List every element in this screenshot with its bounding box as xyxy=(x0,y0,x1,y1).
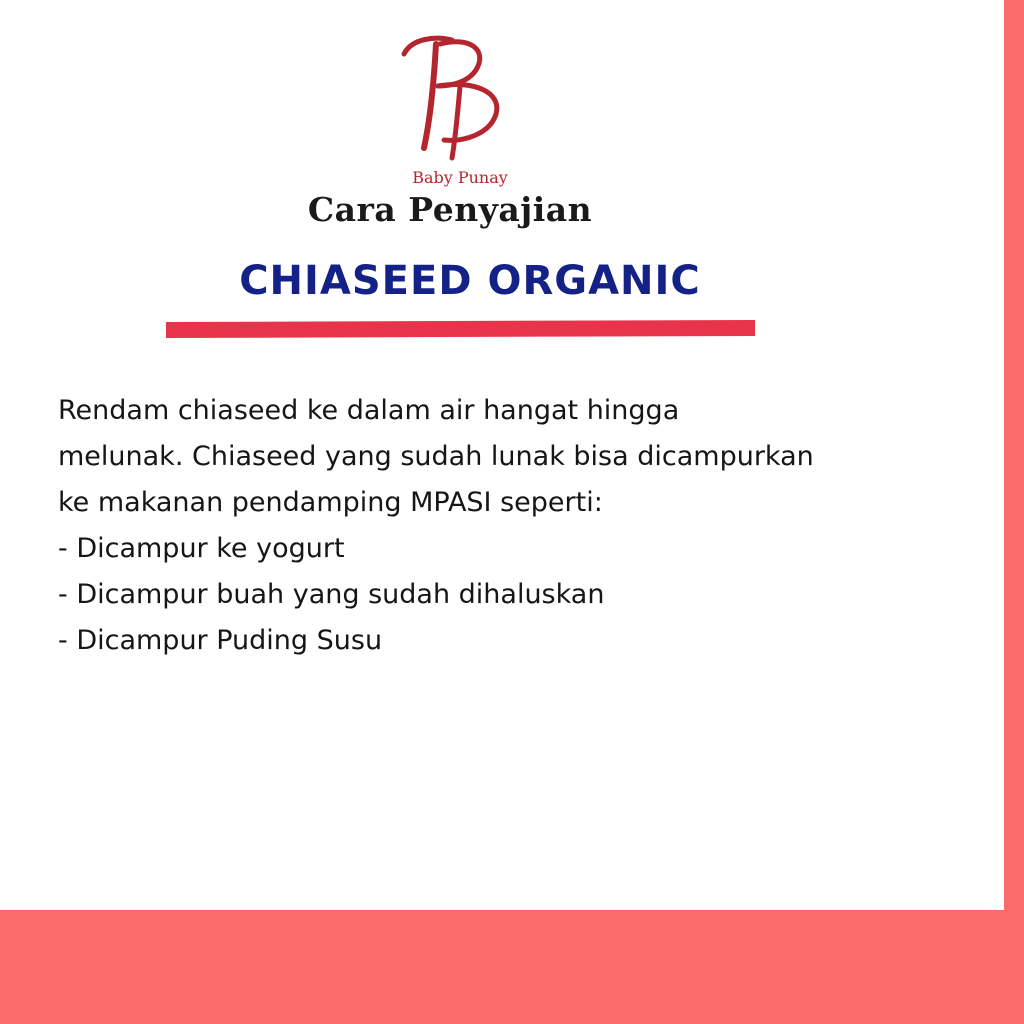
page-title: Cara Penyajian xyxy=(307,190,593,229)
description-line: melunak. Chiaseed yang sudah lunak bisa dicampurkan xyxy=(58,441,814,472)
serving-option: - Dicampur ke yogurt xyxy=(58,533,345,564)
brand-name: Baby Punay xyxy=(412,168,508,187)
serving-option: - Dicampur buah yang sudah dihaluskan xyxy=(58,579,605,610)
title-underline xyxy=(166,320,755,338)
bp-monogram-icon xyxy=(390,30,520,165)
serving-option: - Dicampur Puding Susu xyxy=(58,625,383,656)
serving-instructions xyxy=(58,388,958,664)
description-line: Rendam chiaseed ke dalam air hangat hingga xyxy=(58,395,680,426)
frame-right-border xyxy=(1004,0,1024,1024)
frame-bottom-border xyxy=(0,910,1024,1024)
product-title: CHIASEED ORGANIC xyxy=(239,258,701,304)
description-line: ke makanan pendamping MPASI seperti: xyxy=(58,487,603,518)
